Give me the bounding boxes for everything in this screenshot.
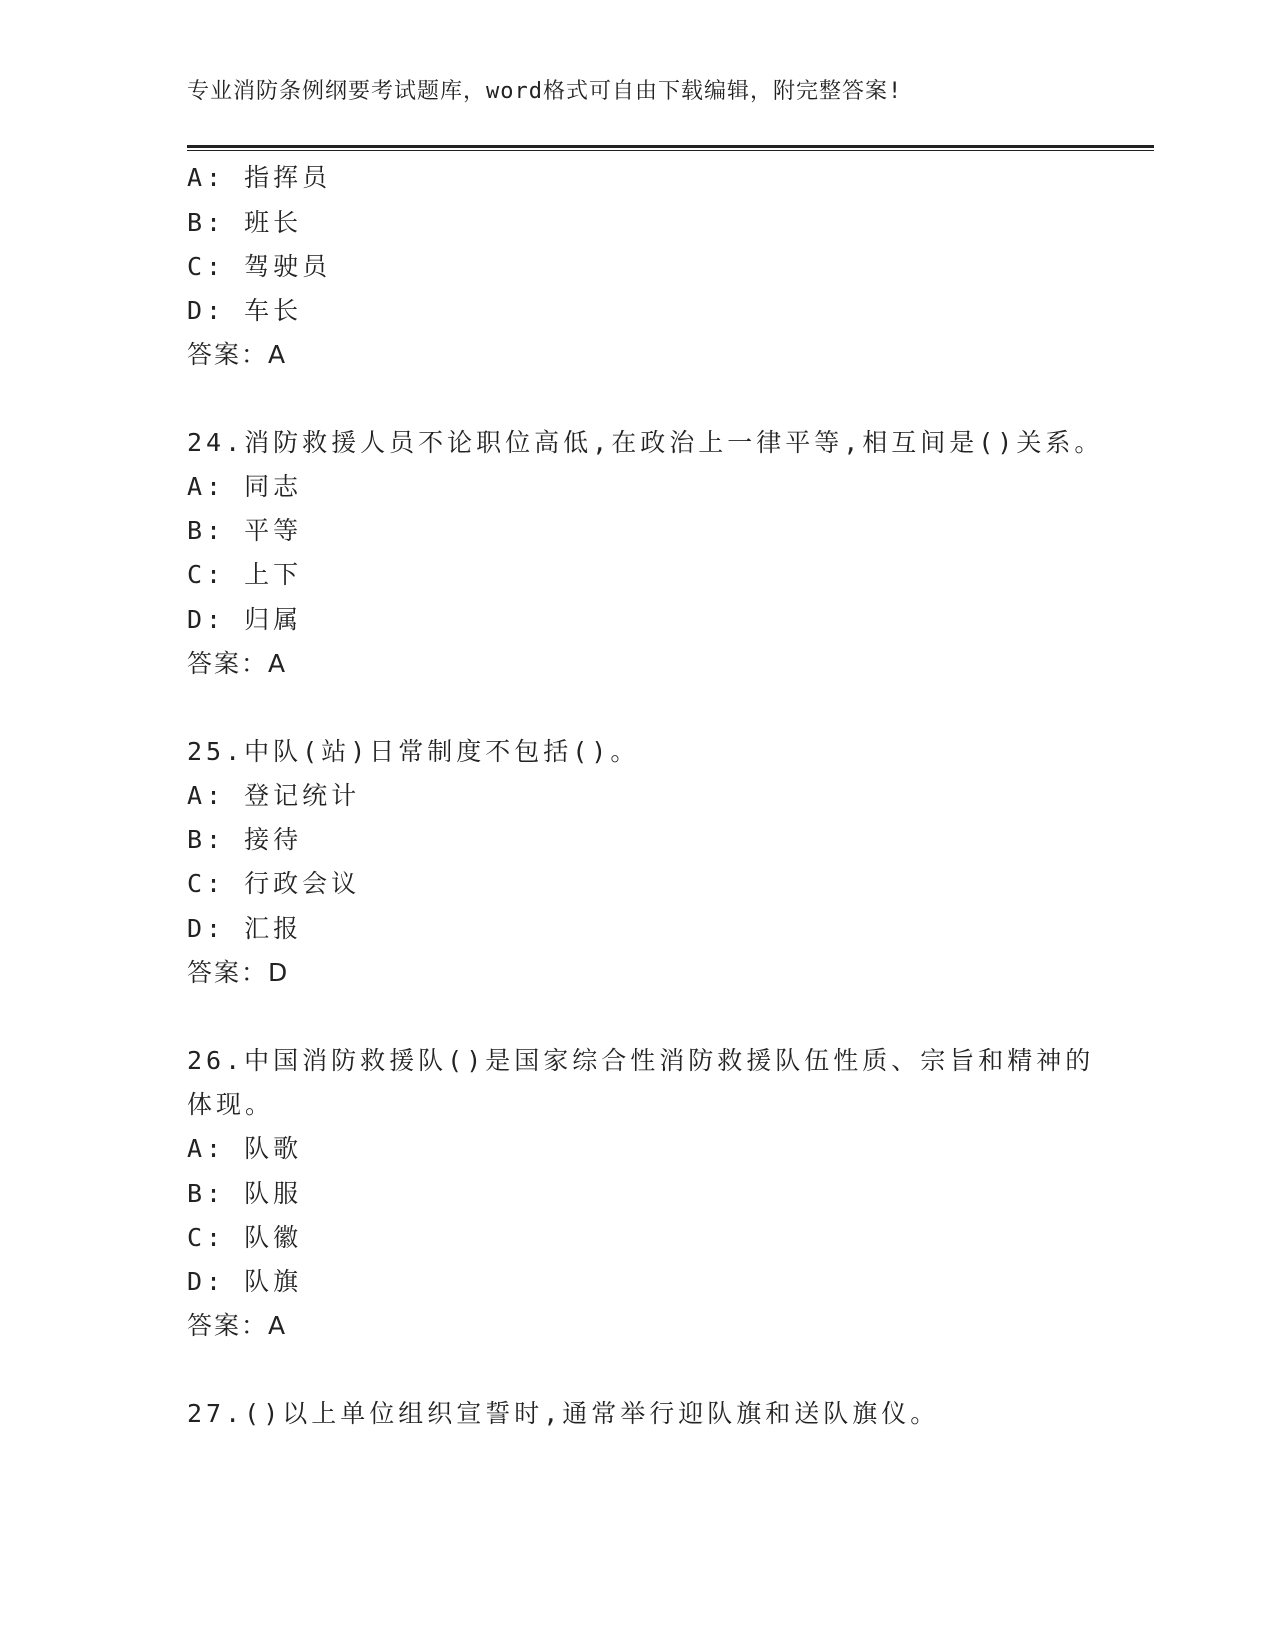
option-label: B: — [187, 208, 226, 237]
option-b — [187, 208, 302, 238]
option-text: 归属 — [244, 605, 303, 634]
option-text: 登记统计 — [244, 781, 361, 810]
option-label: A: — [187, 163, 226, 192]
option-d — [187, 605, 302, 635]
option-text: 队徽 — [244, 1223, 303, 1252]
header-divider — [187, 145, 1154, 151]
option-text: 车长 — [244, 296, 303, 325]
option-a — [187, 163, 331, 193]
question-stem: 24.消防救援人员不论职位高低,在政治上一律平等,相互间是()关系。 — [187, 428, 1104, 457]
answer-line: 答案：A — [187, 649, 288, 678]
question-stem: 27.()以上单位组织宣誓时,通常举行迎队旗和送队旗仪。 — [187, 1399, 940, 1428]
option-c — [187, 869, 360, 899]
answer-line: 答案：D — [187, 958, 290, 987]
option-text: 接待 — [244, 825, 303, 854]
option-c — [187, 252, 331, 282]
option-c — [187, 560, 302, 590]
question-stem-continued: 体现。 — [187, 1090, 275, 1119]
option-text: 行政会议 — [244, 869, 361, 898]
option-a — [187, 781, 360, 811]
option-a — [187, 472, 302, 502]
option-label: D: — [187, 296, 226, 325]
option-label: C: — [187, 1223, 226, 1252]
option-text: 平等 — [244, 516, 303, 545]
question-stem: 25.中队(站)日常制度不包括()。 — [187, 737, 640, 766]
option-label: B: — [187, 825, 226, 854]
option-text: 汇报 — [244, 914, 303, 943]
option-label: D: — [187, 605, 226, 634]
option-text: 同志 — [244, 472, 303, 501]
option-label: A: — [187, 1134, 226, 1163]
option-label: D: — [187, 914, 226, 943]
answer-line: 答案：A — [187, 1311, 288, 1340]
option-text: 队旗 — [244, 1267, 303, 1296]
option-a — [187, 1134, 302, 1164]
option-label: B: — [187, 516, 226, 545]
answer-line: 答案：A — [187, 340, 288, 369]
option-text: 队服 — [244, 1179, 303, 1208]
option-label: C: — [187, 252, 226, 281]
option-d — [187, 914, 302, 944]
question-stem: 26.中国消防救援队()是国家综合性消防救援队伍性质、宗旨和精神的 — [187, 1046, 1095, 1075]
option-d — [187, 1267, 302, 1297]
option-label: C: — [187, 869, 226, 898]
option-label: C: — [187, 560, 226, 589]
option-text: 班长 — [244, 208, 303, 237]
option-text: 指挥员 — [244, 163, 332, 192]
option-b — [187, 825, 302, 855]
option-b — [187, 1179, 302, 1209]
option-b — [187, 516, 302, 546]
option-text: 驾驶员 — [244, 252, 332, 281]
option-text: 队歌 — [244, 1134, 303, 1163]
option-label: A: — [187, 472, 226, 501]
option-text: 上下 — [244, 560, 303, 589]
option-d — [187, 296, 302, 326]
option-label: D: — [187, 1267, 226, 1296]
option-label: B: — [187, 1179, 226, 1208]
option-label: A: — [187, 781, 226, 810]
page-header: 专业消防条例纲要考试题库，word格式可自由下载编辑，附完整答案! — [187, 79, 903, 104]
option-c — [187, 1223, 302, 1253]
